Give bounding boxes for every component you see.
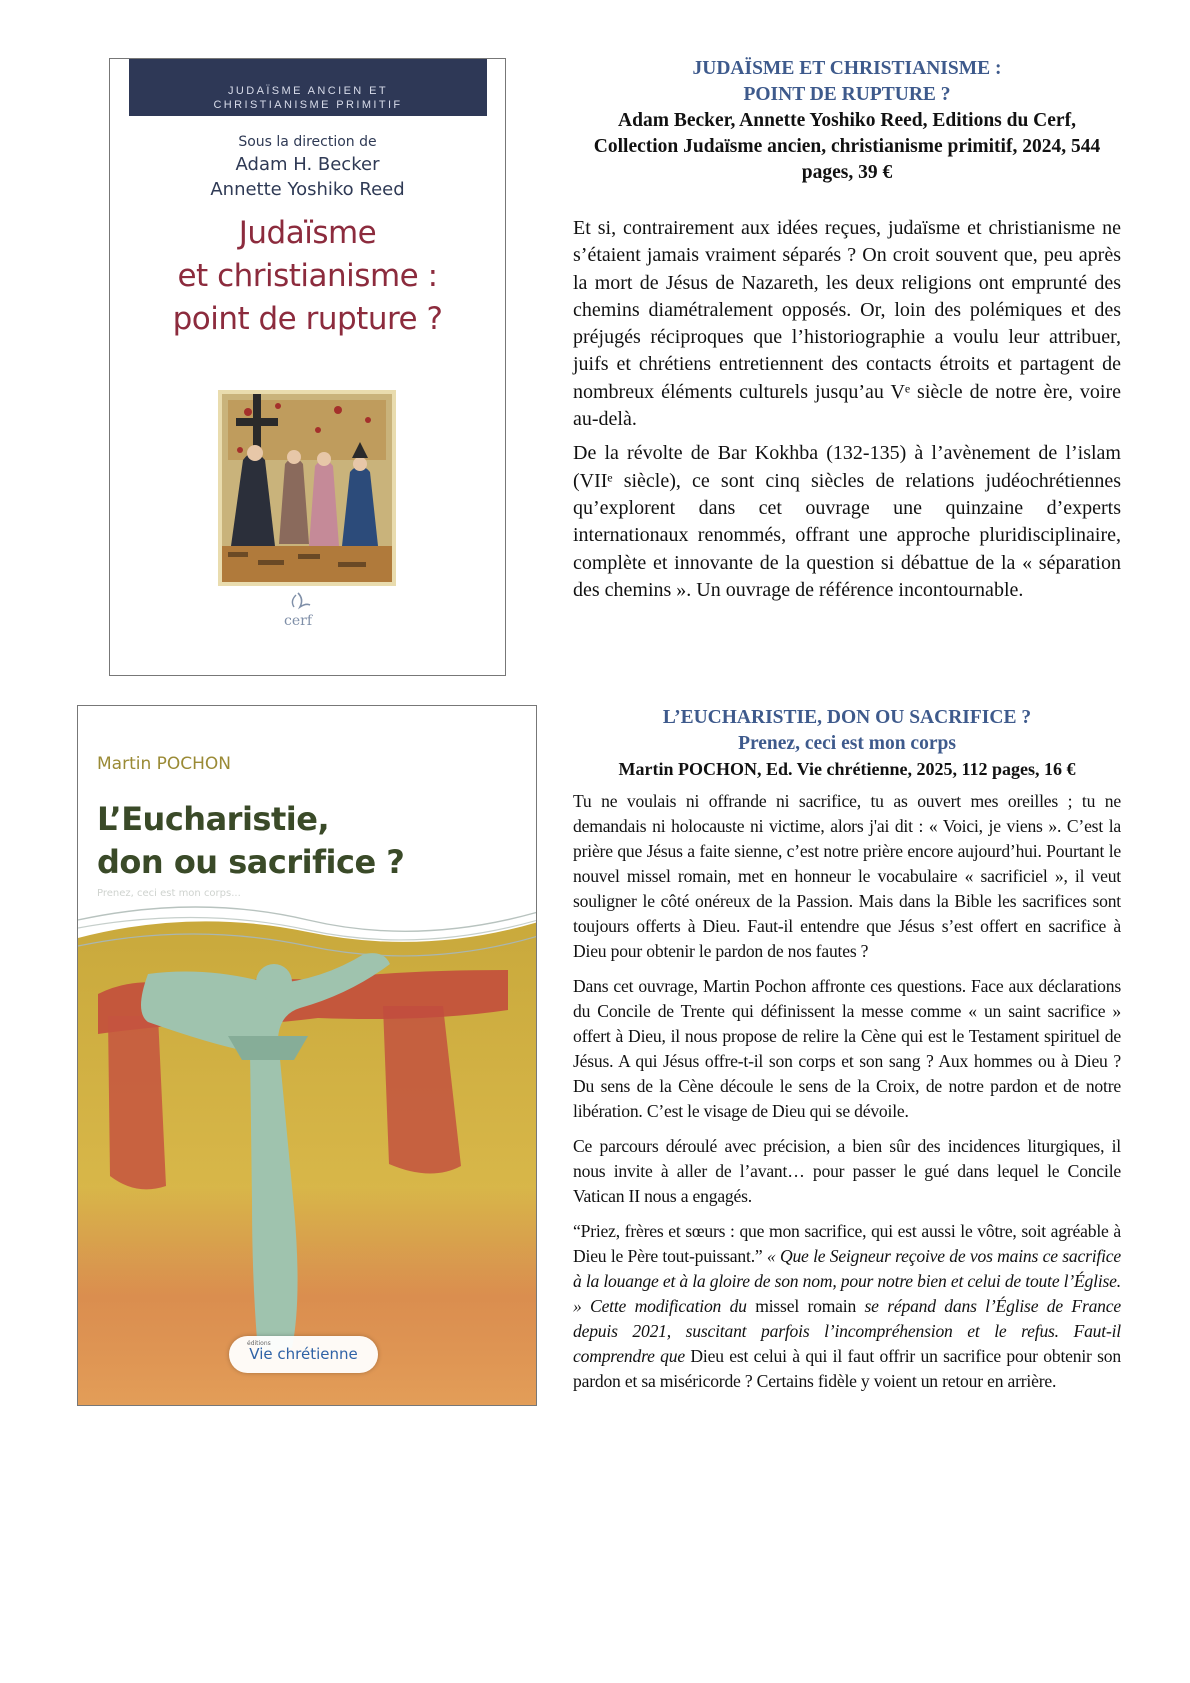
medieval-miniature-illustration [218, 390, 396, 586]
cover-editor-name: Adam H. Becker [235, 154, 380, 175]
review-paragraph: De la révolte de Bar Kokhba (132-135) à l’avènement de l’islam (VIIᵉ siècle), ce sont cinq siècles de relations judéochrétiennes qu’explorent dans cet ouvrage une quinzaine d’experts internationaux renommés, offrant une approche pluridisciplinaire, complète et innovante de la question si débattue de la « séparation des chemins ». Un ouvrage de référence incontournable. [573, 442, 1121, 601]
cover-title-line: et christianisme : [177, 258, 438, 294]
cover-publisher-prefix: éditions [247, 1340, 271, 1347]
review-header [573, 56, 1121, 186]
cover-title [97, 798, 404, 884]
cover-series-line: JUDAÏSME ANCIEN ET [228, 85, 388, 97]
cover-series-line: CHRISTIANISME PRIMITIF [213, 99, 403, 111]
cover-series-band [129, 59, 487, 116]
cover-title-line: L’Eucharistie, [97, 800, 330, 838]
cover-title [110, 212, 505, 341]
quote-text-italic: « Que le Seigneur reçoive de vos mains ce sacrifice à la louange et à la gloire de son nom, pour notre bien et celui de toute l’Église. » Cette modification du [573, 1246, 1122, 1316]
review-bibliography: Adam Becker, Annette Yoshiko Reed, Editions du Cerf, Collection Judaïsme ancien, christianisme primitif, 2024, 544 pages, 39 € [593, 110, 1101, 183]
vie-chretienne-logo [229, 1336, 378, 1373]
review-paragraph: Tu ne voulais ni offrande ni sacrifice, tu as ouvert mes oreilles ; tu ne demandais ni holocauste ni victime, alors j'ai dit : « Voici, je viens ». C’est la prière que Jésus a faite sienne, c’est notre prière encore aujourd’hui. Pourtant le nouvel missel romain, met en honneur le vocabulaire « sacrificiel », il veut souligner le côté onéreux de la Passion. Mais dans la Bible les sacrifices sont toujours offerts à Dieu. Faut-il entendre que Jésus s’est offert en sacrifice à Dieu pour obtenir le pardon de nos fautes ? [573, 791, 1121, 961]
review-bibliography: Martin POCHON, Ed. Vie chrétienne, 2025, 112 pages, 16 € [618, 759, 1076, 779]
cerf-logo [270, 589, 330, 633]
cover-author: Martin POCHON [97, 754, 232, 774]
review-paragraph: Et si, contrairement aux idées reçues, judaïsme et christianisme ne s’étaient jamais vraiment séparés ? On croit souvent que, peu après la mort de Jésus de Nazareth, les deux religions ont emprunté des chemins diamétralement opposés. Or, loin des polémiques et des préjugés réciproques que l’historiographie a voulu leur attribuer, juifs et chrétiens entretiennent des contacts étroits et partagent de nombreux éléments culturels jusqu’au Vᵉ siècle de notre ère, voire au-delà. [573, 217, 1121, 431]
review-judaisme [573, 56, 1121, 604]
cover-editors [110, 132, 505, 202]
review-title: JUDAÏSME ET CHRISTIANISME : [692, 58, 1002, 79]
review-paragraph: Dans cet ouvrage, Martin Pochon affronte ces questions. Face aux déclarations du Concile de Trente qui définissent la messe comme « un saint sacrifice » offert à Dieu, il nous propose de relire la Cène qui est le Testament spirituel de Jésus. A qui Jésus offre-t-il son corps et son sang ? Aux hommes ou à Dieu ? Du sens de la Cène découle le sens de la Croix, de notre pardon et de notre libération. C’est le visage de Dieu qui se dévoile. [573, 976, 1121, 1121]
review-eucharistie [573, 705, 1121, 1394]
review-title-line2: POINT DE RUPTURE ? [743, 84, 951, 105]
review-header [573, 705, 1121, 781]
cover-direction-label: Sous la direction de [238, 134, 377, 150]
cover-publisher: Vie chrétienne [249, 1345, 358, 1363]
book-cover-eucharistie [77, 705, 537, 1406]
review-paragraph: Ce parcours déroulé avec précision, a bien sûr des incidences liturgiques, il nous invite à aller de l’avant… pour passer le gué dans lequel le Concile Vatican II nous a engagés. [573, 1136, 1121, 1206]
cover-title-line: point de rupture ? [172, 301, 443, 337]
review-subtitle: Prenez, ceci est mon corps [738, 733, 956, 754]
cover-title-line: Judaïsme [238, 215, 377, 251]
cover-subtitle: Prenez, ceci est mon corps... [97, 888, 241, 899]
paragraph-text: Dieu est celui à qui il faut offrir un sacrifice pour obtenir son pardon et sa miséricorde ? Certains fidèle y voient un retour en arrière. [573, 1346, 1121, 1391]
cover-title-line: don ou sacrifice ? [97, 843, 405, 881]
book-cover-judaisme [109, 58, 506, 676]
cover-publisher: cerf [284, 613, 312, 629]
paragraph-text: missel romain [746, 1296, 857, 1316]
review-title: L’EUCHARISTIE, DON OU SACRIFICE ? [662, 707, 1032, 728]
cover-editor-name: Annette Yoshiko Reed [210, 179, 405, 200]
review-paragraph-last [573, 1219, 1121, 1394]
quote-text: “Priez, frères et sœurs : que mon sacrifice, qui est aussi le vôtre, soit agréable à Dieu le Père tout-puissant.” [573, 1221, 1121, 1266]
paragraph-text-italic: se répand dans l’Église de France depuis 2021, suscitant parfois l’incompréhension et le refus. Faut-il comprendre que [573, 1296, 1121, 1366]
